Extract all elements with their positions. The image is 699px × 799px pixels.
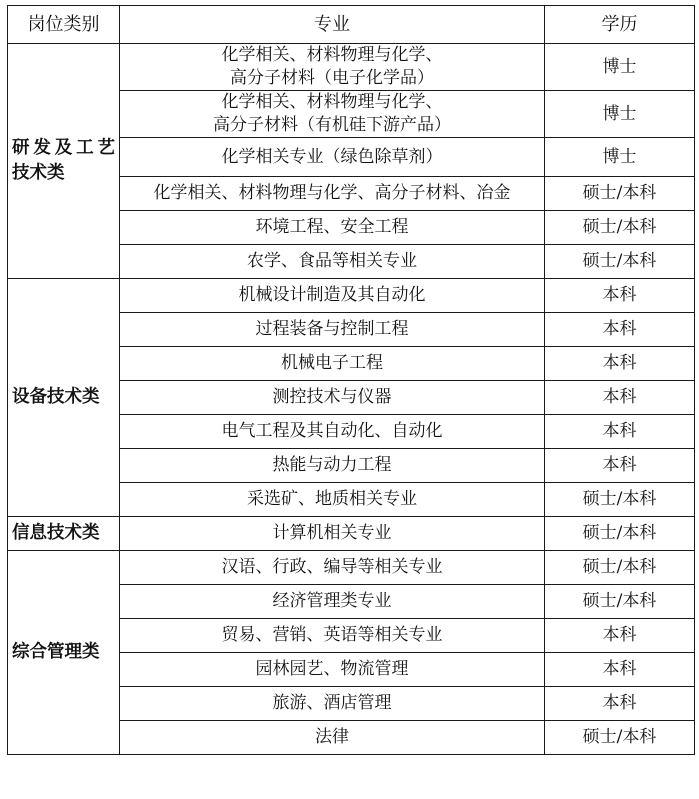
major-cell: 环境工程、安全工程	[120, 211, 545, 245]
category-cell	[8, 279, 120, 517]
table-row	[8, 551, 695, 585]
major-cell	[120, 91, 545, 138]
major-cell: 贸易、营销、英语等相关专业	[120, 619, 545, 653]
major-cell: 采选矿、地质相关专业	[120, 483, 545, 517]
degree-cell: 本科	[545, 449, 695, 483]
degree-cell: 本科	[545, 381, 695, 415]
category-label: 研发及工艺技术类	[12, 138, 115, 183]
header-degree: 学历	[545, 6, 695, 44]
table-header-row	[8, 6, 695, 44]
degree-cell: 硕士/本科	[545, 177, 695, 211]
degree-cell: 本科	[545, 653, 695, 687]
degree-cell: 硕士/本科	[545, 585, 695, 619]
major-cell: 园林园艺、物流管理	[120, 653, 545, 687]
table-body	[8, 44, 695, 755]
degree-cell: 本科	[545, 279, 695, 313]
category-label: 设备技术类	[12, 387, 100, 407]
table-row	[8, 517, 695, 551]
recruitment-table	[7, 5, 695, 755]
category-label: 综合管理类	[12, 642, 100, 662]
degree-cell: 硕士/本科	[545, 517, 695, 551]
major-line: 化学相关、材料物理与化学、	[221, 45, 443, 65]
major-cell: 化学相关专业（绿色除草剂）	[120, 138, 545, 177]
degree-cell: 博士	[545, 138, 695, 177]
degree-cell: 本科	[545, 313, 695, 347]
major-cell: 机械电子工程	[120, 347, 545, 381]
degree-cell: 硕士/本科	[545, 211, 695, 245]
major-cell: 过程装备与控制工程	[120, 313, 545, 347]
degree-cell: 本科	[545, 687, 695, 721]
major-cell: 测控技术与仪器	[120, 381, 545, 415]
degree-cell: 本科	[545, 415, 695, 449]
header-category: 岗位类别	[8, 6, 120, 44]
major-cell: 旅游、酒店管理	[120, 687, 545, 721]
degree-cell: 硕士/本科	[545, 483, 695, 517]
major-cell: 热能与动力工程	[120, 449, 545, 483]
major-line: 高分子材料（电子化学品）	[230, 68, 434, 88]
major-cell: 电气工程及其自动化、自动化	[120, 415, 545, 449]
degree-cell: 博士	[545, 91, 695, 138]
major-cell	[120, 44, 545, 91]
major-cell: 农学、食品等相关专业	[120, 245, 545, 279]
major-line: 化学相关、材料物理与化学、	[221, 92, 443, 112]
category-cell	[8, 44, 120, 279]
category-cell	[8, 517, 120, 551]
degree-cell: 博士	[545, 44, 695, 91]
degree-cell: 本科	[545, 347, 695, 381]
header-major: 专业	[120, 6, 545, 44]
table-row	[8, 44, 695, 91]
degree-cell: 硕士/本科	[545, 551, 695, 585]
major-cell: 经济管理类专业	[120, 585, 545, 619]
major-cell: 机械设计制造及其自动化	[120, 279, 545, 313]
degree-cell: 本科	[545, 619, 695, 653]
category-label: 信息技术类	[12, 523, 100, 543]
major-cell: 法律	[120, 721, 545, 755]
degree-cell: 硕士/本科	[545, 245, 695, 279]
major-cell: 计算机相关专业	[120, 517, 545, 551]
major-cell: 汉语、行政、编导等相关专业	[120, 551, 545, 585]
category-cell	[8, 551, 120, 755]
major-cell: 化学相关、材料物理与化学、高分子材料、冶金	[120, 177, 545, 211]
table-row	[8, 279, 695, 313]
degree-cell: 硕士/本科	[545, 721, 695, 755]
major-line: 高分子材料（有机硅下游产品）	[213, 115, 451, 135]
